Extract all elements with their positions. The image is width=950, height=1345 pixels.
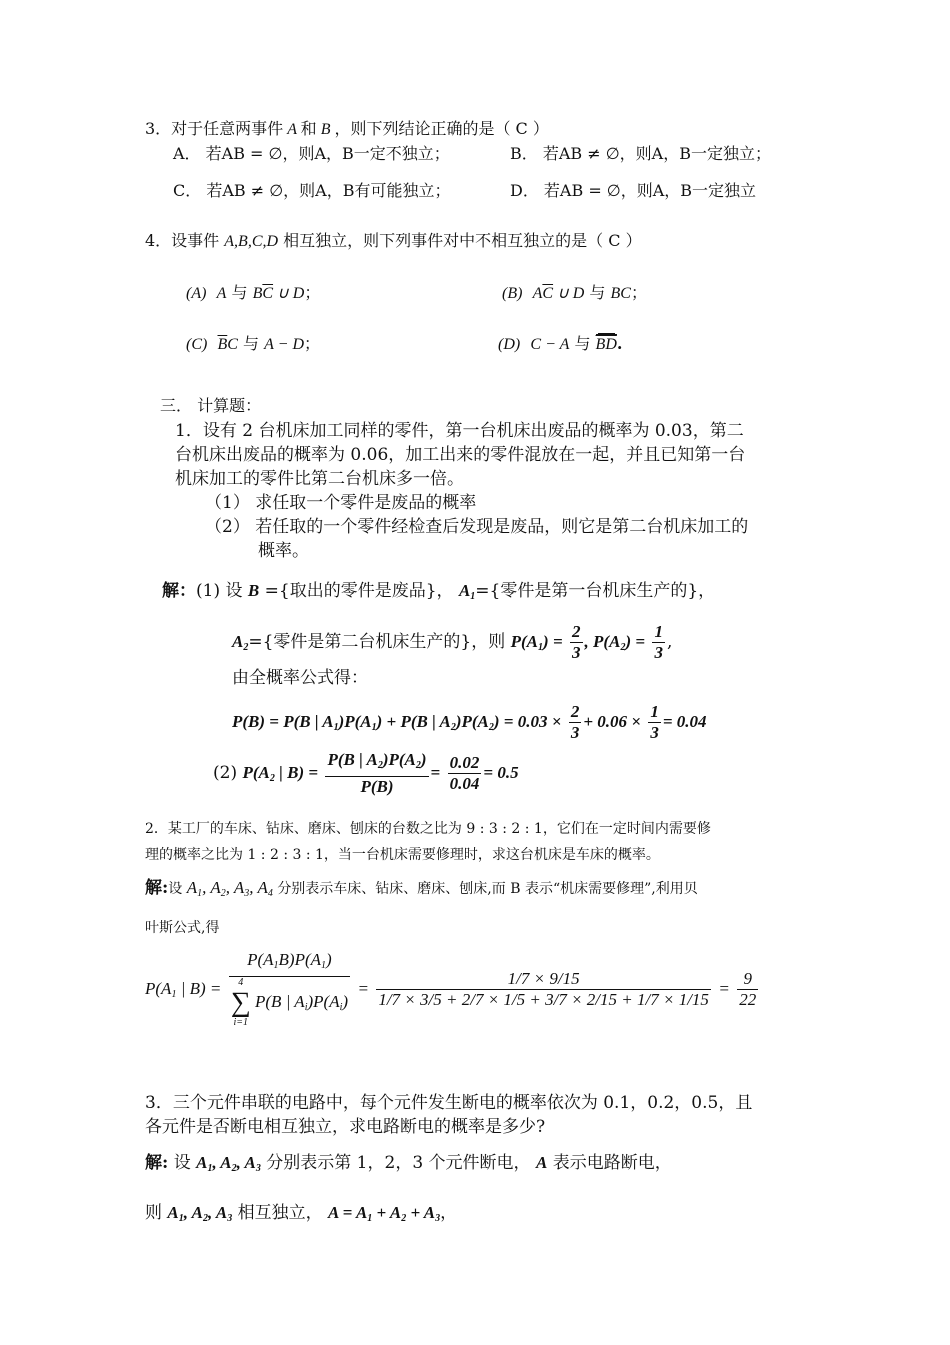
q3-option-b: B． 若AB ≠ ∅，则A，B一定独立； bbox=[510, 144, 771, 163]
p1-bayes-formula: (2) $P(A_2$ | B) = $\frac{P(B | A_2)P(A_2)}{P(B)}$ = $\frac{0.02}{0.04}$ = 0.5 bbox=[213, 750, 519, 796]
q4-option-a: (A) A 与 $B\overline{C}$ ∪ D； bbox=[186, 283, 321, 302]
p1-sub-1: （1） 求任取一个零件是废品的概率 bbox=[205, 493, 477, 513]
p1-line-2: 台机床出废品的概率为 0.06，加工出来的零件混放在一起，并且已知第一台 bbox=[175, 445, 746, 465]
q3-option-d: D． 若AB = ∅，则A，B一定独立 bbox=[510, 181, 757, 200]
p2-line-1: 2．某工厂的车床、钻床、磨床、刨床的台数之比为 9 : 3 : 2 : 1，它们在一定时间内需要修 bbox=[145, 821, 711, 837]
q4-option-b: (B) $A\overline{C}$ ∪ D 与 BC； bbox=[502, 283, 647, 302]
p3-solution-line-2: 则 $A_1$, $A_2$, $A_3$ 相互独立， $A = A_1 + A_2 + A_3$， bbox=[145, 1203, 458, 1224]
q3-option-c: C． 若AB ≠ ∅，则A，B有可能独立； bbox=[173, 181, 451, 200]
p1-line-1: 1．设有 2 台机床加工同样的零件，第一台机床出废品的概率为 0.03，第二 bbox=[175, 421, 744, 441]
p1-solution-line-1: 解：(1) 设 B ={取出的零件是废品}， $A_1=${零件是第一台机床生产的}， bbox=[162, 581, 716, 602]
p1-solution-line-2: $A_2=${零件是第二台机床生产的}，则 $P(A_1)$ = $\frac{2}{3}$ , $P(A_2)$ = $\frac{1}{3}$ , bbox=[232, 622, 673, 662]
q3-stem: 3．对于任意两事件 A 和 B ，则下列结论正确的是（ C ） bbox=[145, 119, 549, 138]
p1-formula-note: 由全概率公式得： bbox=[232, 668, 368, 688]
p1-sub-2a: （2） 若任取的一个零件经检查后发现是废品，则它是第二台机床加工的 bbox=[205, 517, 749, 537]
p2-line-2: 理的概率之比为 1 : 2 : 3 : 1，当一台机床需要修理时，求这台机床是车床的概率。 bbox=[145, 847, 660, 863]
q3-option-a: A． 若AB = ∅，则A，B一定不独立； bbox=[173, 144, 450, 163]
p1-sub-2b: 概率。 bbox=[258, 541, 309, 561]
q4-stem: 4．设事件 A,B,C,D 相互独立，则下列事件对中不相互独立的是（ C ） bbox=[145, 231, 642, 250]
p3-solution-line-1: 解: 设 $A_1$, $A_2$, $A_3$ 分别表示第 1，2，3 个元件断电， A 表示电路断电， bbox=[145, 1153, 672, 1174]
p2-solution-line-2: 叶斯公式,得 bbox=[145, 920, 220, 936]
p2-solution-line-1: 解:设 $A_1$, $A_2$, $A_3$, $A_4$ 分别表示车床、钻床、磨床、刨床,而 B 表示“机床需要修理”,利用贝 bbox=[145, 878, 698, 899]
p1-total-probability-formula: P(B) = P(B | $A_1)P(A_1) + P(B$ | $A_2)P(A_2) = 0.03$ × $\frac{2}{3}$ + 0.06 × $\frac{1}{3}$ = 0.04 bbox=[232, 702, 707, 742]
p3-line-2: 各元件是否断电相互独立，求电路断电的概率是多少? bbox=[145, 1117, 546, 1137]
p1-line-3: 机床加工的零件比第二台机床多一倍。 bbox=[175, 469, 464, 489]
q4-option-d: (D) C − A 与 $\overline{BD}$. bbox=[498, 334, 623, 353]
section-title: 三． 计算题： bbox=[160, 396, 262, 415]
q4-option-c: (C) $\overline{B}C$ 与 A − D； bbox=[186, 334, 321, 353]
p2-bayes-formula: $P(A_1$ | B) = $P(A_1B)P(A_1)$ 4 ∑ i=1 P(B | $A_i)P(A_i)$ = $\frac{1/7 \times 9/15}{1/7 \times 3/5 + 2/7 \times 1/5 + 3/7 \times 2/15 + 1/7 \times 1/15}$ = $\frac{9}{22}$ bbox=[145, 950, 757, 1028]
p3-line-1: 3．三个元件串联的电路中，每个元件发生断电的概率依次为 0.1，0.2，0.5，且 bbox=[145, 1093, 753, 1113]
